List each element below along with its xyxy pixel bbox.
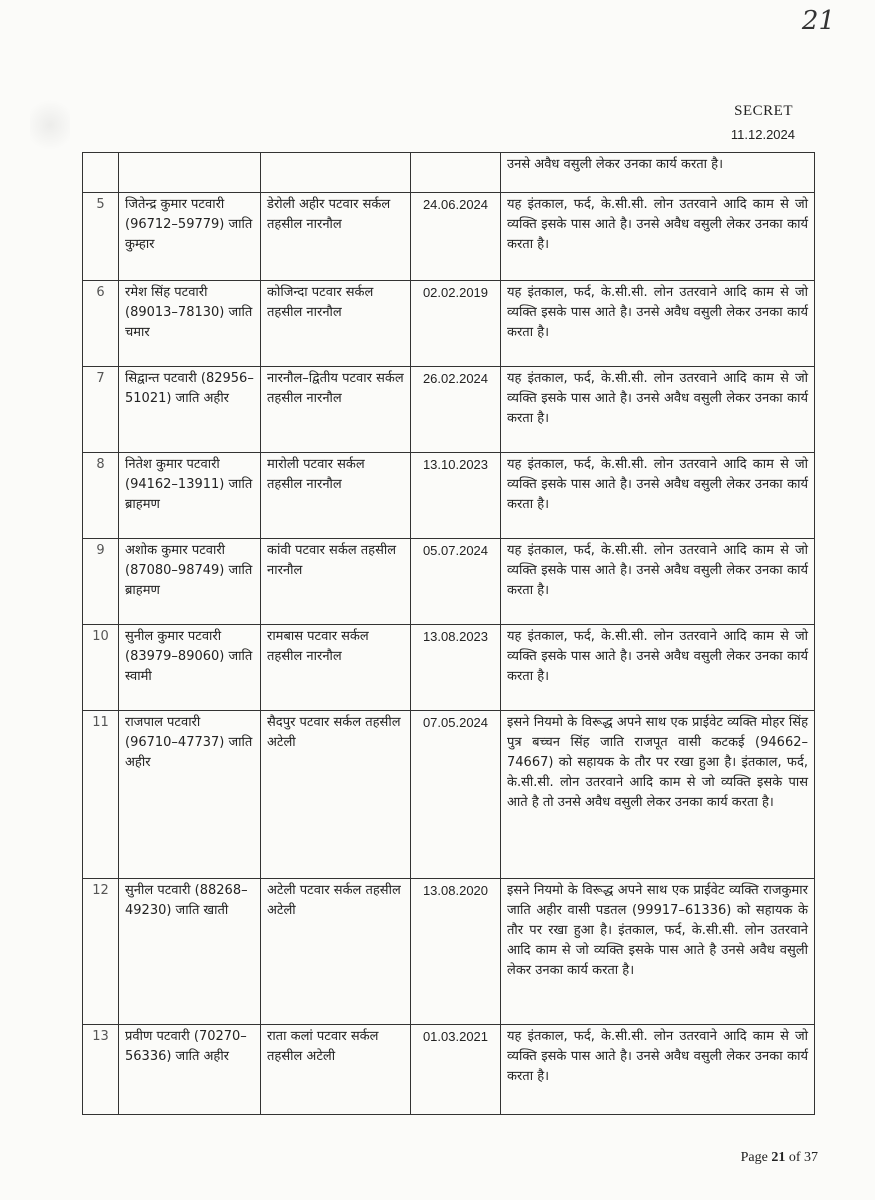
- official-name: अशोक कुमार पटवारी (87080–98749) जाति ब्राहमण: [119, 539, 261, 625]
- allegation-text: यह इंतकाल, फर्द, के.सी.सी. लोन उतरवाने आदि काम से जो व्यक्ति इसके पास आते है। उनसे अवैध वसुली लेकर उनका कार्य करता है।: [501, 539, 815, 625]
- posting-date: 02.02.2019: [411, 281, 501, 367]
- posting-date: 13.08.2020: [411, 879, 501, 1025]
- allegation-text: यह इंतकाल, फर्द, के.सी.सी. लोन उतरवाने आदि काम से जो व्यक्ति इसके पास आते है। उनसे अवैध वसुली लेकर उनका कार्य करता है।: [501, 1025, 815, 1115]
- handwritten-page-number: 21: [801, 6, 835, 36]
- table-row: [83, 153, 815, 193]
- table-row: [83, 193, 815, 281]
- official-name: सुनील कुमार पटवारी (83979–89060) जाति स्वामी: [119, 625, 261, 711]
- posting-place: कांवी पटवार सर्कल तहसील नारनौल: [261, 539, 411, 625]
- allegation-text: यह इंतकाल, फर्द, के.सी.सी. लोन उतरवाने आदि काम से जो व्यक्ति इसके पास आते है। उनसे अवैध वसुली लेकर उनका कार्य करता है।: [501, 281, 815, 367]
- page-footer: [741, 1150, 818, 1166]
- allegation-text: उनसे अवैध वसुली लेकर उनका कार्य करता है।: [501, 153, 815, 193]
- allegation-text: यह इंतकाल, फर्द, के.सी.सी. लोन उतरवाने आदि काम से जो व्यक्ति इसके पास आते है। उनसे अवैध वसुली लेकर उनका कार्य करता है।: [501, 367, 815, 453]
- page-label: Page: [740, 1150, 768, 1165]
- table-row: [83, 539, 815, 625]
- posting-date: 24.06.2024: [411, 193, 501, 281]
- serial-number: 12: [83, 879, 119, 1025]
- posting-date: 07.05.2024: [411, 711, 501, 879]
- total-pages: 37: [804, 1150, 818, 1165]
- official-name: सिद्वान्त पटवारी (82956–51021) जाति अहीर: [119, 367, 261, 453]
- serial-number: [83, 153, 119, 193]
- posting-place: रामबास पटवार सर्कल तहसील नारनौल: [261, 625, 411, 711]
- posting-date: [411, 153, 501, 193]
- allegation-text: यह इंतकाल, फर्द, के.सी.सी. लोन उतरवाने आदि काम से जो व्यक्ति इसके पास आते है। उनसे अवैध वसुली लेकर उनका कार्य करता है।: [501, 193, 815, 281]
- posting-date: 26.02.2024: [411, 367, 501, 453]
- serial-number: 6: [83, 281, 119, 367]
- classification-label: SECRET: [734, 103, 793, 119]
- serial-number: 8: [83, 453, 119, 539]
- allegation-text: इसने नियमो के विरूद्ध अपने साथ एक प्राईवेट व्यक्ति राजकुमार जाति अहीर वासी पडतल (99917–61336) को सहायक के तौर पर रखा हुआ है। इंतकाल, फर्द, के.सी.सी. लोन उतरवाने आदि काम से जो व्यक्ति इसके पास आते है उनसे अवैध वसुली लेकर उनका कार्य करता है।: [501, 879, 815, 1025]
- posting-place: कोजिन्दा पटवार सर्कल तहसील नारनौल: [261, 281, 411, 367]
- posting-date: 13.10.2023: [411, 453, 501, 539]
- posting-place: राता कलां पटवार सर्कल तहसील अटेली: [261, 1025, 411, 1115]
- table-row: [83, 1025, 815, 1115]
- serial-number: 5: [83, 193, 119, 281]
- official-name: रमेश सिंह पटवारी (89013–78130) जाति चमार: [119, 281, 261, 367]
- current-page-number: 21: [771, 1150, 786, 1165]
- table-row: [83, 453, 815, 539]
- posting-place: मारोली पटवार सर्कल तहसील नारनौल: [261, 453, 411, 539]
- allegation-text: यह इंतकाल, फर्द, के.सी.सी. लोन उतरवाने आदि काम से जो व्यक्ति इसके पास आते है। उनसे अवैध वसुली लेकर उनका कार्य करता है।: [501, 625, 815, 711]
- serial-number: 9: [83, 539, 119, 625]
- official-name: सुनील पटवारी (88268–49230) जाति खाती: [119, 879, 261, 1025]
- scan-smudge: [30, 95, 70, 155]
- table-row: [83, 281, 815, 367]
- table-row: [83, 879, 815, 1025]
- allegation-text: इसने नियमो के विरूद्ध अपने साथ एक प्राईवेट व्यक्ति मोहर सिंह पुत्र बच्चन सिंह जाति राजपूत वासी कटकई (94662–74667) को सहायक के तौर पर रखा हुआ है। इंतकाल, फर्द, के.सी.सी. लोन उतरवाने आदि काम से जो व्यक्ति इसके पास आते है तो उनसे अवैध वसुली लेकर उनका कार्य करता है।: [501, 711, 815, 879]
- of-label: of: [788, 1150, 801, 1165]
- official-name: राजपाल पटवारी (96710–47737) जाति अहीर: [119, 711, 261, 879]
- table-row: [83, 711, 815, 879]
- posting-date: 13.08.2023: [411, 625, 501, 711]
- posting-date: 01.03.2021: [411, 1025, 501, 1115]
- posting-place: [261, 153, 411, 193]
- table-row: [83, 367, 815, 453]
- posting-place: नारनौल–द्वितीय पटवार सर्कल तहसील नारनौल: [261, 367, 411, 453]
- official-name: [119, 153, 261, 193]
- records-table: [82, 152, 815, 1115]
- serial-number: 13: [83, 1025, 119, 1115]
- posting-date: 05.07.2024: [411, 539, 501, 625]
- posting-place: अटेली पटवार सर्कल तहसील अटेली: [261, 879, 411, 1025]
- allegation-text: यह इंतकाल, फर्द, के.सी.सी. लोन उतरवाने आदि काम से जो व्यक्ति इसके पास आते है। उनसे अवैध वसुली लेकर उनका कार्य करता है।: [501, 453, 815, 539]
- serial-number: 10: [83, 625, 119, 711]
- official-name: जितेन्द्र कुमार पटवारी (96712–59779) जाति कुम्हार: [119, 193, 261, 281]
- official-name: नितेश कुमार पटवारी (94162–13911) जाति ब्राहमण: [119, 453, 261, 539]
- serial-number: 11: [83, 711, 119, 879]
- serial-number: 7: [83, 367, 119, 453]
- posting-place: डेरोली अहीर पटवार सर्कल तहसील नारनौल: [261, 193, 411, 281]
- official-name: प्रवीण पटवारी (70270–56336) जाति अहीर: [119, 1025, 261, 1115]
- table-row: [83, 625, 815, 711]
- posting-place: सैदपुर पटवार सर्कल तहसील अटेली: [261, 711, 411, 879]
- document-date: 11.12.2024: [730, 127, 795, 142]
